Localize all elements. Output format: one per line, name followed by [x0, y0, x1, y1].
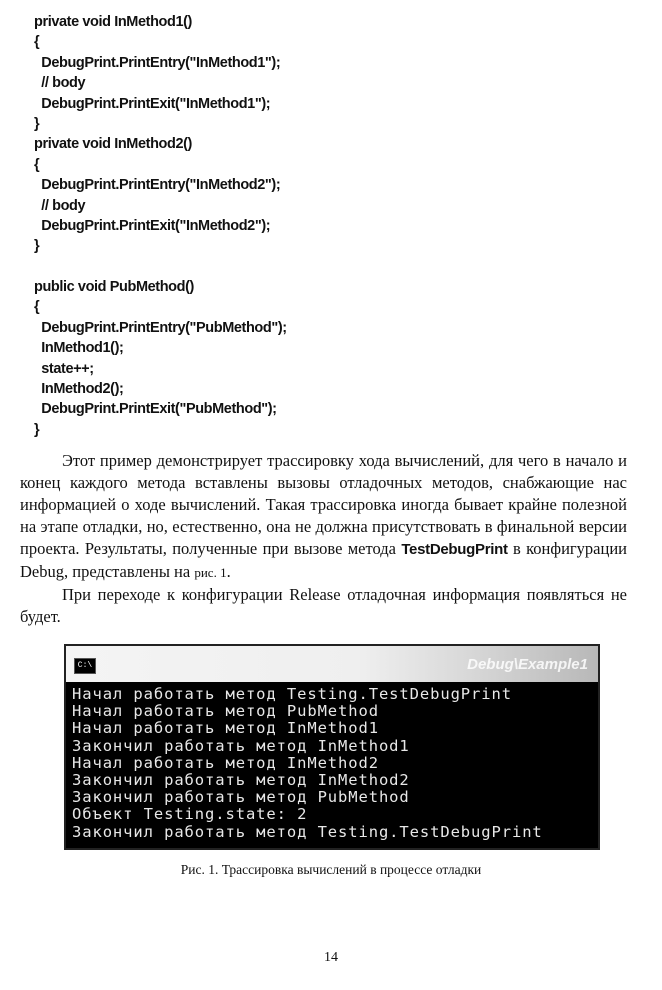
paragraph-text: .: [226, 562, 231, 581]
figure-reference: рис. 1: [194, 565, 227, 580]
console-output: [72, 686, 594, 841]
page-number: 14: [324, 950, 338, 965]
console-line: Начал работать метод InMethod1: [72, 719, 379, 738]
console-window-title: Debug\Example1: [467, 656, 588, 673]
paragraph-trace-description: [20, 450, 627, 584]
console-line: Закончил работать метод PubMethod: [72, 788, 410, 807]
code-line: private void InMethod2(): [34, 136, 192, 153]
code-line: [34, 257, 634, 277]
code-line: private void InMethod1(): [34, 14, 192, 30]
code-line: state++;: [34, 360, 94, 377]
console-line: Объект Testing.state: 2: [72, 805, 308, 824]
code-line: }: [34, 421, 40, 438]
code-line: InMethod1();: [34, 340, 124, 357]
code-line: {: [34, 156, 40, 173]
code-line: DebugPrint.PrintEntry("PubMethod");: [34, 319, 287, 336]
console-line: Закончил работать метод Testing.TestDebugPrint: [72, 822, 543, 841]
code-line: public void PubMethod(): [34, 279, 194, 296]
console-screenshot: [64, 644, 600, 850]
figure-caption: Рис. 1. Трассировка вычислений в процессе отладки: [180, 862, 482, 877]
console-line: Закончил работать метод InMethod1: [72, 736, 410, 755]
code-line: // body: [34, 75, 86, 92]
console-line: Начал работать метод Testing.TestDebugPrint: [72, 685, 512, 703]
code-listing: [34, 12, 634, 440]
code-line: DebugPrint.PrintEntry("InMethod2");: [34, 177, 281, 194]
code-line: DebugPrint.PrintEntry("InMethod1");: [34, 54, 281, 71]
console-line: Закончил работать метод InMethod2: [72, 770, 410, 789]
code-line: }: [34, 238, 40, 255]
code-line: DebugPrint.PrintExit("PubMethod");: [34, 401, 277, 418]
code-line: {: [34, 34, 40, 51]
console-window-icon: C:\: [74, 658, 96, 674]
code-line: DebugPrint.PrintExit("InMethod2");: [34, 217, 271, 234]
console-titlebar: [66, 646, 598, 682]
paragraph-text: в конфигурации Debug, представлены на: [20, 539, 627, 581]
code-line: }: [34, 115, 40, 132]
code-line: InMethod2();: [34, 381, 124, 398]
code-line: // body: [34, 197, 86, 214]
paragraph-release-note: При переходе к конфигурации Release отладочная информация появляться не будет.: [20, 585, 627, 626]
paragraph-text: Этот пример демонстрирует трассировку хода вычислений, для чего в начало и конец каждого метода вставлены вызовы отладочных методов, снабжающие нас информацией о ходе вычислений. Такая трассировка иногда бывает крайне полезной на этапе отладки, но, естественно, она не должна присутствовать в финальной версии проекта. Результаты, полученные при вызове метода: [20, 451, 627, 558]
console-line: Начал работать метод InMethod2: [72, 753, 379, 772]
console-line: Начал работать метод PubMethod: [72, 702, 379, 721]
code-line: DebugPrint.PrintExit("InMethod1");: [34, 95, 271, 112]
code-line: {: [34, 299, 40, 316]
method-name: TestDebugPrint: [401, 541, 508, 558]
body-text: [20, 450, 627, 628]
